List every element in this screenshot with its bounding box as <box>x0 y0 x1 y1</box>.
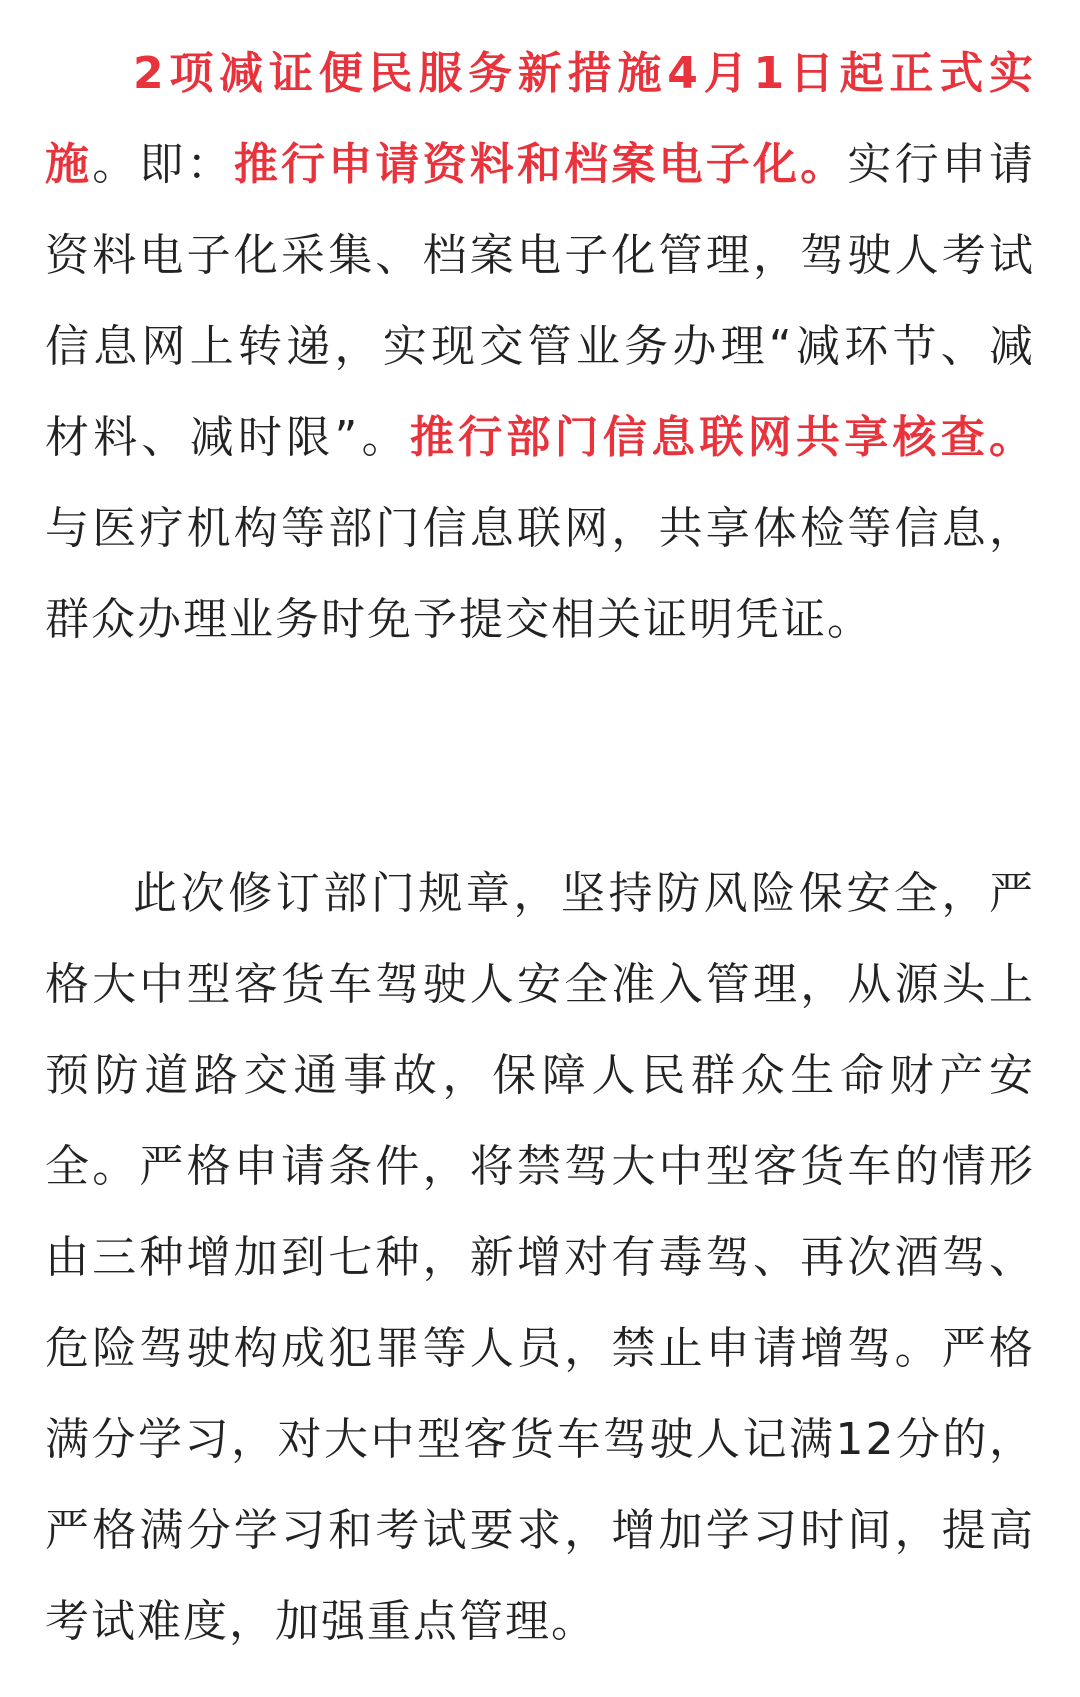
text-electronic-archives-detail: 实行申请资料电子化采集、档案电子化管理，驾驶人考试信息网上转递，实现交管业务办理“减环节、减材料、减时限”。 <box>45 139 1036 463</box>
text-intro: 。即： <box>92 139 234 190</box>
text-info-sharing-detail: 与医疗机构等部门信息联网，共享体检等信息，群众办理业务时免予提交相关证明凭证。 <box>45 503 1035 645</box>
paragraph-regulation-revision: 此次修订部门规章，坚持防风险保安全，严格大中型客货车驾驶人安全准入管理，从源头上预防道路交通事故，保障人民群众生命财产安全。严格申请条件，将禁驾大中型客货车的情形由三种增加到七种，新增对有毒驾、再次酒驾、危险驾驶构成犯罪等人员，禁止申请增驾。严格满分学习，对大中型客货车驾驶人记满12分的，严格满分学习和考试要求，增加学习时间，提高考试难度，加强重点管理。 <box>45 868 1035 1647</box>
highlight-info-sharing: 推行部门信息联网共享核查。 <box>409 412 1036 463</box>
paragraph-measures <box>45 28 1035 665</box>
highlight-electronic-archives: 推行申请资料和档案电子化。 <box>233 139 848 190</box>
highlight-measures-title: 2项减证便民服务新措施4月1日起正式实施 <box>45 48 1035 190</box>
